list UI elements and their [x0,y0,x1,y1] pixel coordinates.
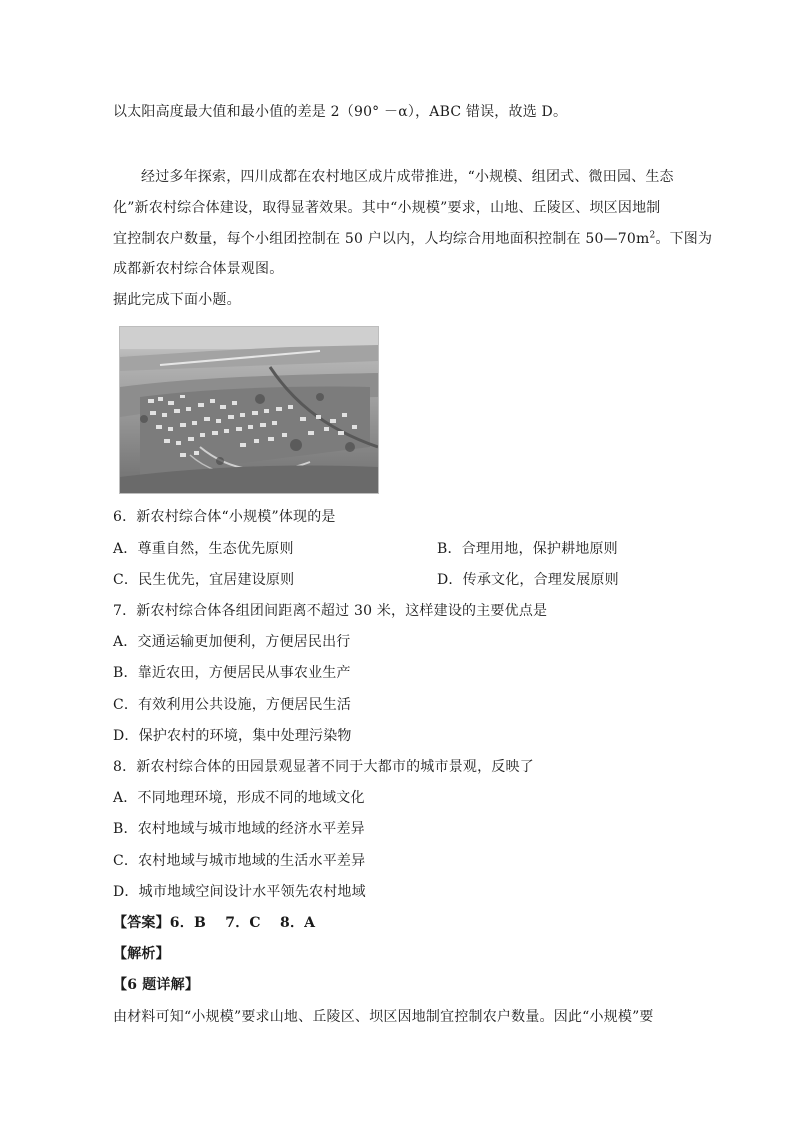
question-6-option-a: A．尊重自然，生态优先原则 [113,541,294,557]
question-8-option-b: B．农村地域与城市地域的经济水平差异 [113,821,365,837]
question-7-option-a: A．交通运输更加便利，方便居民出行 [113,634,351,650]
question-7-stem: 7．新农村综合体各组团间距离不超过 30 米，这样建设的主要优点是 [113,603,548,619]
analysis-heading: 【解析】 [113,946,170,962]
material-paragraph-line-3: 宜控制农户数量，每个小组团控制在 50 户以内，人均综合用地面积控制在 $50—70m^2$。下图为 [113,230,713,247]
question-8-option-c: C．农村地域与城市地域的生活水平差异 [113,853,366,869]
material-paragraph-line-1: 经过多年探索，四川成都在农村地区成片成带推进，“小规模、组团式、微田园、生态 [141,169,674,185]
question-6-stem: 6．新农村综合体“小规模”体现的是 [113,509,336,525]
question-6-detail-heading: 【6 题详解】 [113,977,200,993]
question-6-option-c: C．民生优先，宜居建设原则 [113,572,295,588]
question-8-option-a: A．不同地理环境，形成不同的地域文化 [113,790,365,806]
question-6-option-d: D．传承文化，合理发展原则 [437,572,619,588]
material-paragraph-line-4: 成都新农村综合体景观图。 [113,261,284,277]
instruction-line: 据此完成下面小题。 [113,292,241,308]
material-paragraph-line-2: 化”新农村综合体建设，取得显著效果。其中“小规模”要求，山地、丘陵区、坝区因地制 [113,200,661,216]
question-7-option-c: C．有效利用公共设施，方便居民生活 [113,697,352,713]
question-8-stem: 8．新农村综合体的田园景观显著不同于大都市的城市景观，反映了 [113,759,534,775]
question-6-detail-text: 由材料可知“小规模”要求山地、丘陵区、坝区因地制宜控制农户数量。因此“小规模”要 [113,1009,654,1025]
answer-key: 【答案】6．B 7．C 8．A [113,915,316,931]
question-7-option-d: D．保护农村的环境，集中处理污染物 [113,728,352,744]
question-6-option-b: B．合理用地，保护耕地原则 [437,541,618,557]
question-8-option-d: D．城市地域空间设计水平领先农村地域 [113,884,366,900]
question-7-option-b: B．靠近农田，方便居民从事农业生产 [113,665,351,681]
previous-answer-line: 以太阳高度最大值和最小值的差是 2（90° －α），ABC 错误，故选 D。 [113,104,568,120]
rural-complex-aerial-photo [119,326,379,494]
